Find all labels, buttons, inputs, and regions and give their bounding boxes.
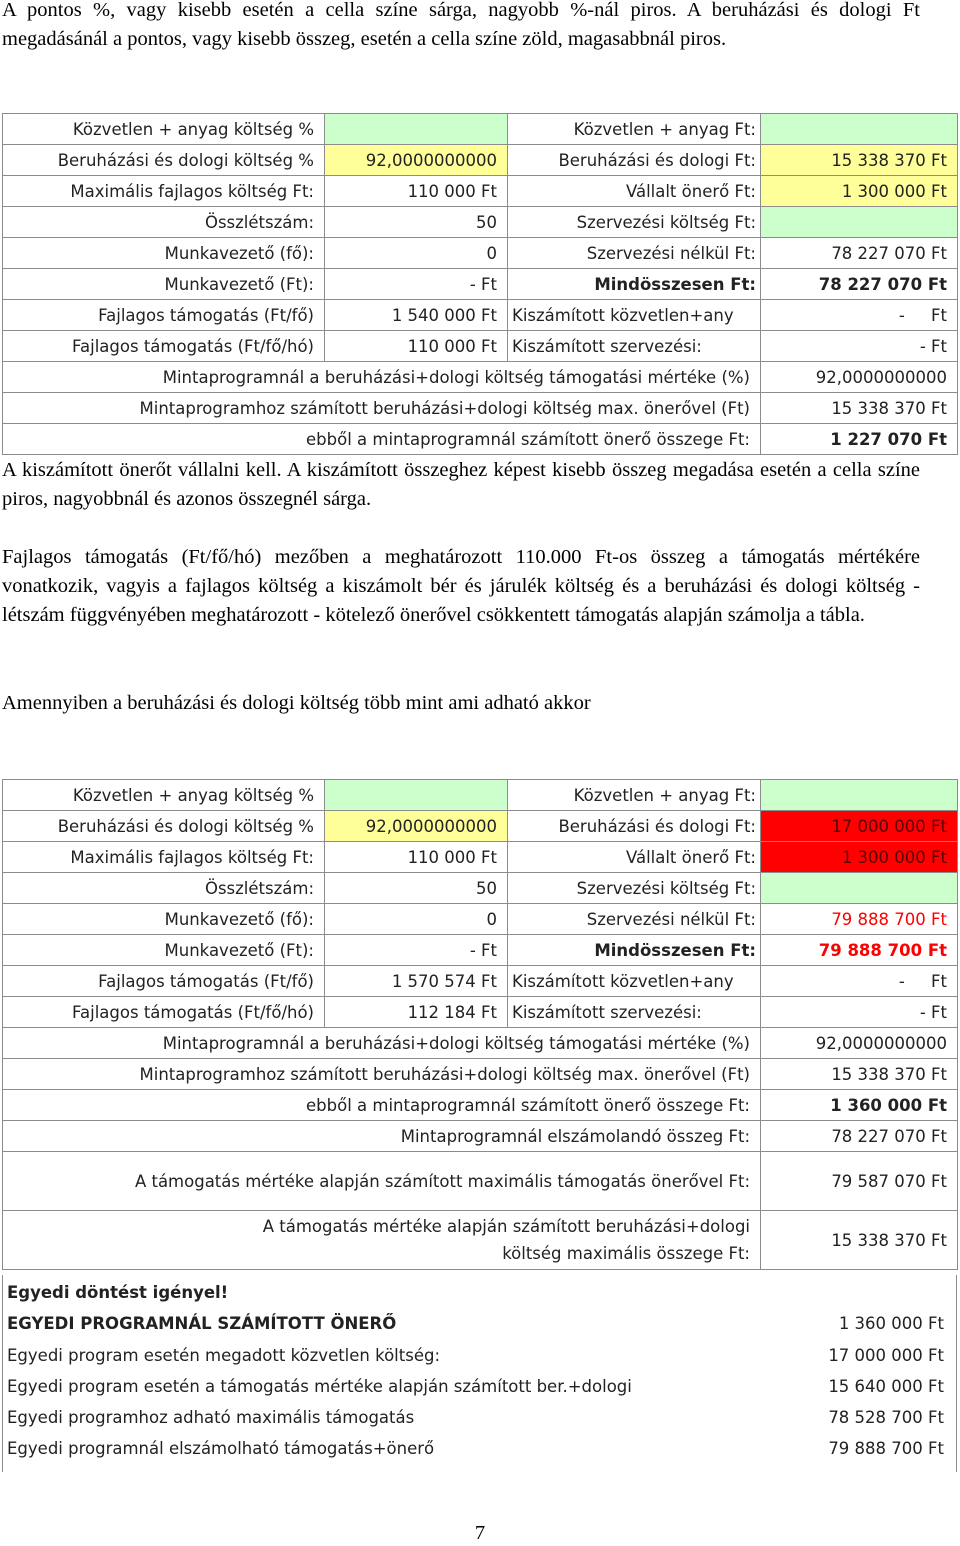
list-item xyxy=(3,1277,956,1308)
cell-value: 0 xyxy=(325,238,508,269)
table-row xyxy=(3,269,958,300)
cell-value: - Ft xyxy=(325,269,508,300)
table-row xyxy=(3,1211,958,1270)
table1-body xyxy=(3,114,958,455)
list-item xyxy=(3,1308,956,1339)
individual-value: 79 888 700 Ft xyxy=(828,1439,944,1458)
cell-input[interactable] xyxy=(325,780,508,811)
individual-value: 17 000 000 Ft xyxy=(828,1346,944,1365)
cell-label: Mindösszesen Ft: xyxy=(508,935,761,966)
cell-label: Beruházási és dologi költség % xyxy=(3,145,325,176)
cell-input[interactable] xyxy=(761,780,958,811)
cell-value: - Ft xyxy=(761,997,958,1028)
cell-value: 79 587 070 Ft xyxy=(761,1152,958,1211)
cell-label: Munkavezető (fő): xyxy=(3,238,325,269)
cell-label: Fajlagos támogatás (Ft/fő) xyxy=(3,300,325,331)
cell-value: - Ft xyxy=(761,300,958,331)
intro-paragraph: A pontos %, vagy kisebb esetén a cella színe sárga, nagyobb %-nál piros. A beruházási és dologi Ft megadásánál a pontos, vagy kisebb összeg, esetén a cella színe zöld, magasabbnál piros. xyxy=(2,0,920,50)
cell-label: Fajlagos támogatás (Ft/fő/hó) xyxy=(3,997,325,1028)
cell-label: Munkavezető (Ft): xyxy=(3,269,325,300)
cell-value: 92,0000000000 xyxy=(761,1028,958,1059)
cell-label: Beruházási és dologi Ft: xyxy=(508,811,761,842)
cell-value: 0 xyxy=(325,904,508,935)
cell-label: A támogatás mértéke alapján számított maximális támogatás önerővel Ft: xyxy=(3,1152,761,1211)
cell-value: 50 xyxy=(325,207,508,238)
table-row xyxy=(3,362,958,393)
cell-value: 50 xyxy=(325,873,508,904)
cell-label: Beruházási és dologi Ft: xyxy=(508,145,761,176)
cell-input[interactable] xyxy=(761,114,958,145)
cell-value: 79 888 700 Ft xyxy=(761,904,958,935)
cell-label: Munkavezető (fő): xyxy=(3,904,325,935)
individual-label: Egyedi programnál elszámolható támogatás+önerő xyxy=(7,1439,435,1458)
cell-input[interactable]: 15 338 370 Ft xyxy=(761,145,958,176)
cell-value: 92,0000000000 xyxy=(761,362,958,393)
table-row xyxy=(3,935,958,966)
individual-value: 1 360 000 Ft xyxy=(838,1314,944,1333)
table-row xyxy=(3,1152,958,1211)
table-row xyxy=(3,1059,958,1090)
table-row xyxy=(3,780,958,811)
page-number: 7 xyxy=(474,1522,486,1544)
list-item xyxy=(3,1340,956,1371)
cell-input[interactable]: 1 300 000 Ft xyxy=(761,176,958,207)
table-row xyxy=(3,1028,958,1059)
cell-value: 78 227 070 Ft xyxy=(761,238,958,269)
cell-label: Szervezési költség Ft: xyxy=(508,207,761,238)
calculation-table-2 xyxy=(2,779,958,1270)
cell-label: Mintaprogramnál elszámolandó összeg Ft: xyxy=(3,1121,761,1152)
cell-label: ebből a mintaprogramnál számított önerő összege Ft: xyxy=(3,1090,761,1121)
cell-label: Mintaprogramnál a beruházási+dologi költség támogatási mértéke (%) xyxy=(3,362,761,393)
table-row xyxy=(3,145,958,176)
cell-label: Kiszámított szervezési: xyxy=(508,997,761,1028)
individual-label: Egyedi program esetén megadott közvetlen költség: xyxy=(7,1346,441,1365)
cell-label: Szervezési nélkül Ft: xyxy=(508,904,761,935)
cell-value: 78 227 070 Ft xyxy=(761,1121,958,1152)
cell-value: 1 540 000 Ft xyxy=(325,300,508,331)
cell-value: - Ft xyxy=(761,966,958,997)
table-row xyxy=(3,1090,958,1121)
cell-input[interactable]: 92,0000000000 xyxy=(325,145,508,176)
cell-input[interactable]: 17 000 000 Ft xyxy=(761,811,958,842)
table2-body xyxy=(3,780,958,1270)
cell-label: Közvetlen + anyag Ft: xyxy=(508,780,761,811)
cell-label: Mintaprogramnál a beruházási+dologi költség támogatási mértéke (%) xyxy=(3,1028,761,1059)
cell-label: Összlétszám: xyxy=(3,207,325,238)
unit-support-paragraph: Fajlagos támogatás (Ft/fő/hó) mezőben a meghatározott 110.000 Ft-os összeg a támogatás mértékére vonatkozik, vagyis a fajlagos költség a kiszámolt bér és járulék költség és a beruházási és dologi költség - létszám függvényében meghatározott - kötelező önerővel csökkentett támogatás alapján számolja a tábla. xyxy=(2,546,920,626)
cell-label: Közvetlen + anyag költség % xyxy=(3,114,325,145)
cell-value: 110 000 Ft xyxy=(325,331,508,362)
cell-label: Közvetlen + anyag költség % xyxy=(3,780,325,811)
cell-value: 1 570 574 Ft xyxy=(325,966,508,997)
cell-label: Maximális fajlagos költség Ft: xyxy=(3,176,325,207)
cell-label: Vállalt önerő Ft: xyxy=(508,176,761,207)
calculation-table-1 xyxy=(2,113,958,455)
cell-input[interactable] xyxy=(761,873,958,904)
cell-input[interactable]: 1 300 000 Ft xyxy=(761,842,958,873)
cell-label: Szervezési költség Ft: xyxy=(508,873,761,904)
table-row xyxy=(3,114,958,145)
table-row xyxy=(3,1121,958,1152)
table-row xyxy=(3,997,958,1028)
cell-label: A támogatás mértéke alapján számított beruházási+dologi költség maximális összege Ft: xyxy=(3,1211,761,1270)
cell-label: Szervezési nélkül Ft: xyxy=(508,238,761,269)
cell-input[interactable] xyxy=(761,207,958,238)
cell-label: Összlétszám: xyxy=(3,873,325,904)
cell-input[interactable]: 92,0000000000 xyxy=(325,811,508,842)
list-item xyxy=(3,1371,956,1402)
table-row xyxy=(3,331,958,362)
cell-label: Maximális fajlagos költség Ft: xyxy=(3,842,325,873)
cell-label: ebből a mintaprogramnál számított önerő összege Ft: xyxy=(3,424,761,455)
cell-value: 1 360 000 Ft xyxy=(761,1090,958,1121)
individual-label: Egyedi döntést igényel! xyxy=(7,1283,229,1302)
individual-value: 78 528 700 Ft xyxy=(828,1408,944,1427)
cell-label: Fajlagos támogatás (Ft/fő/hó) xyxy=(3,331,325,362)
cell-label: Munkavezető (Ft): xyxy=(3,935,325,966)
table-row xyxy=(3,238,958,269)
cell-value: - Ft xyxy=(325,935,508,966)
cell-label: Mintaprogramhoz számított beruházási+dologi költség max. önerővel (Ft) xyxy=(3,393,761,424)
table-row xyxy=(3,424,958,455)
table-row xyxy=(3,176,958,207)
individual-program-block xyxy=(2,1275,957,1472)
cell-label: Beruházási és dologi költség % xyxy=(3,811,325,842)
cell-value: 15 338 370 Ft xyxy=(761,1211,958,1270)
cell-label: Kiszámított szervezési: xyxy=(508,331,761,362)
table-row xyxy=(3,873,958,904)
cell-value: 1 227 070 Ft xyxy=(761,424,958,455)
list-item xyxy=(3,1433,956,1464)
individual-label: Egyedi programhoz adható maximális támogatás xyxy=(7,1408,415,1427)
cell-label: Közvetlen + anyag Ft: xyxy=(508,114,761,145)
own-contribution-paragraph: A kiszámított önerőt vállalni kell. A kiszámított összeghez képest kisebb összeg megadása esetén a cella színe piros, nagyobbnál és azonos összegnél sárga. xyxy=(2,459,920,510)
cell-label: Vállalt önerő Ft: xyxy=(508,842,761,873)
individual-label: Egyedi program esetén a támogatás mértéke alapján számított ber.+dologi xyxy=(7,1377,632,1396)
cell-label: Mindösszesen Ft: xyxy=(508,269,761,300)
cell-value: 110 000 Ft xyxy=(325,842,508,873)
cell-value: 112 184 Ft xyxy=(325,997,508,1028)
table-row xyxy=(3,393,958,424)
table-row xyxy=(3,904,958,935)
cell-value: 15 338 370 Ft xyxy=(761,393,958,424)
cell-value: 79 888 700 Ft xyxy=(761,935,958,966)
if-more-paragraph: Amennyiben a beruházási és dologi költség több mint ami adható akkor xyxy=(2,692,591,714)
cell-label: Fajlagos támogatás (Ft/fő) xyxy=(3,966,325,997)
cell-value: 15 338 370 Ft xyxy=(761,1059,958,1090)
cell-input[interactable] xyxy=(325,114,508,145)
table-row xyxy=(3,811,958,842)
list-item xyxy=(3,1402,956,1433)
individual-label: EGYEDI PROGRAMNÁL SZÁMÍTOTT ÖNERŐ xyxy=(7,1314,397,1333)
table-row xyxy=(3,842,958,873)
individual-value: 15 640 000 Ft xyxy=(828,1377,944,1396)
table-row xyxy=(3,300,958,331)
table-row xyxy=(3,966,958,997)
cell-label: Mintaprogramhoz számított beruházási+dologi költség max. önerővel (Ft) xyxy=(3,1059,761,1090)
cell-value: 110 000 Ft xyxy=(325,176,508,207)
cell-label: Kiszámított közvetlen+any xyxy=(508,300,761,331)
cell-value: 78 227 070 Ft xyxy=(761,269,958,300)
table-row xyxy=(3,207,958,238)
cell-value: - Ft xyxy=(761,331,958,362)
cell-label: Kiszámított közvetlen+any xyxy=(508,966,761,997)
